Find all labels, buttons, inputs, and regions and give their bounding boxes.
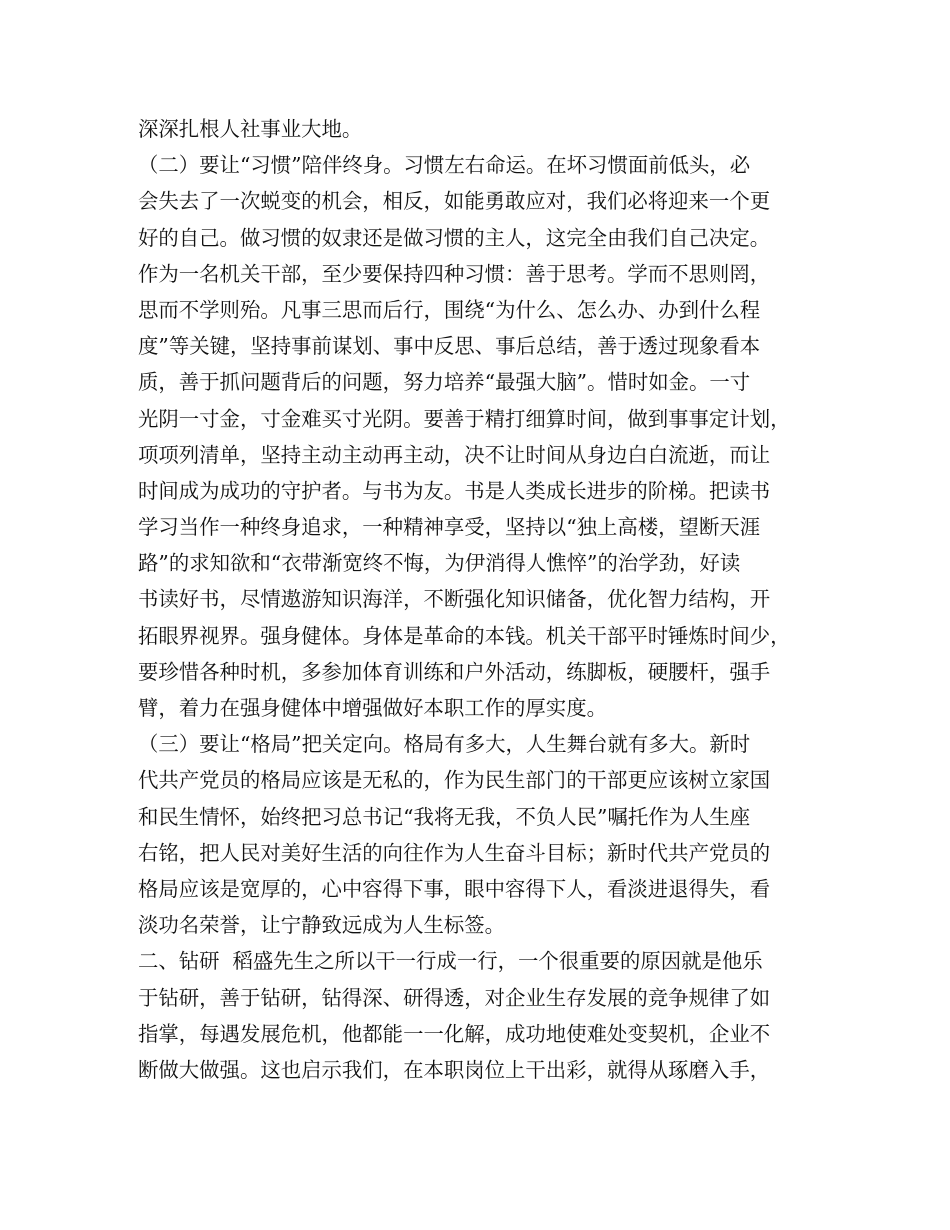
text-line: 二、钻研 稻盛先生之所以干一行成一行，一个很重要的原因就是他乐 <box>138 949 763 974</box>
text-line: 于钻研，善于钻研，钻得深、研得透，对企业生存发展的竞争规律了如 <box>138 985 771 1010</box>
text-line: 要珍惜各种时机，多参加体育训练和户外活动，练脚板，硬腰杆，强手 <box>138 659 771 684</box>
text-line: 会失去了一次蜕变的机会，相反，如能勇敢应对，我们必将迎来一个更 <box>138 189 771 214</box>
text-line: 断做大做强。这也启示我们，在本职岗位上干出彩，就得从琢磨入手， <box>138 1057 771 1082</box>
text-line: 时间成为成功的守护者。与书为友。书是人类成长进步的阶梯。把读书 <box>138 478 771 503</box>
text-line: 淡功名荣誉，让宁静致远成为人生标签。 <box>138 913 506 938</box>
text-line: 书读好书，尽情遨游知识海洋，不断强化知识储备，优化智力结构，开 <box>138 587 771 612</box>
body-text <box>138 111 828 1088</box>
text-line: 深深扎根人社事业大地。 <box>138 117 363 141</box>
text-line: 路”的求知欲和“衣带渐宽终不悔，为伊消得人憔悴”的治学劲，好读 <box>138 551 741 576</box>
text-line: （二）要让“习惯”陪伴终身。习惯左右命运。在坏习惯面前低头，必 <box>138 153 751 178</box>
text-line: 臂，着力在强身健体中增强做好本职工作的厚实度。 <box>138 696 607 720</box>
text-line: 作为一名机关干部，至少要保持四种习惯：善于思考。学而不思则罔， <box>138 261 771 286</box>
text-line: 思而不学则殆。凡事三思而后行，围绕“为什么、怎么办、办到什么程 <box>138 297 761 322</box>
text-line: 好的自己。做习惯的奴隶还是做习惯的主人，这完全由我们自己决定。 <box>138 225 771 250</box>
text-line: 拓眼界视界。强身健体。身体是革命的本钱。机关干部平时锤炼时间少， <box>138 623 791 648</box>
text-line: 质，善于抓问题背后的问题，努力培养“最强大脑”。惜时如金。一寸 <box>138 370 751 395</box>
text-line: 格局应该是宽厚的，心中容得下事，眼中容得下人，看淡进退得失，看 <box>138 876 771 901</box>
text-line: 项项列清单，坚持主动主动再主动，决不让时间从身边白白流逝，而让 <box>138 442 771 467</box>
text-line: 光阴一寸金，寸金难买寸光阴。要善于精打细算时间，做到事事定计划， <box>138 406 791 431</box>
text-line: （三）要让“格局”把关定向。格局有多大，人生舞台就有多大。新时 <box>138 732 751 757</box>
text-line: 指掌，每遇发展危机，他都能一一化解，成功地使难处变契机，企业不 <box>138 1021 771 1046</box>
text-line: 学习当作一种终身追求，一种精神享受，坚持以“独上高楼，望断天涯 <box>138 515 761 540</box>
text-line: 代共产党员的格局应该是无私的，作为民生部门的干部更应该树立家国 <box>138 768 771 793</box>
text-line: 和民生情怀，始终把习总书记“我将无我，不负人民”嘱托作为人生座 <box>138 804 751 829</box>
text-line: 右铭，把人民对美好生活的向往作为人生奋斗目标；新时代共产党员的 <box>138 840 771 865</box>
text-line: 度”等关键，坚持事前谋划、事中反思、事后总结，善于透过现象看本 <box>138 334 761 359</box>
